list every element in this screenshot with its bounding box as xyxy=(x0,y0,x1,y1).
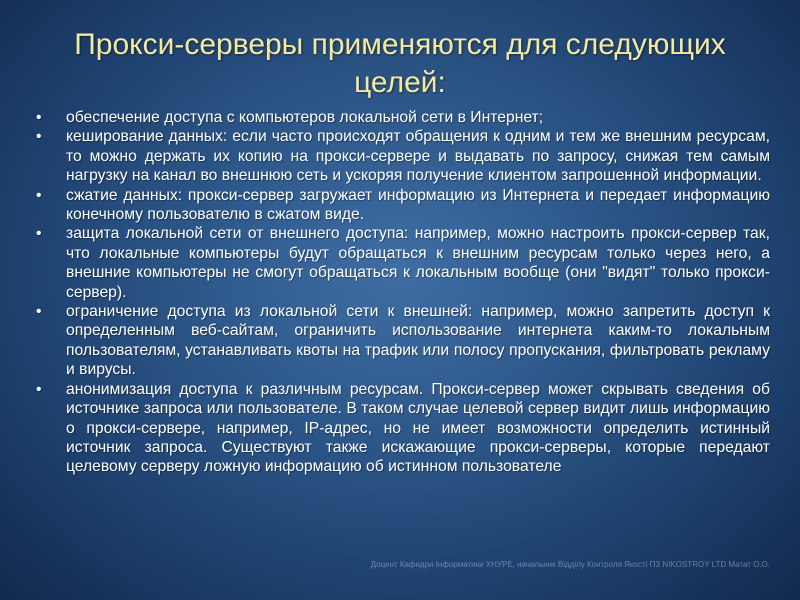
bullet-text: обеспечение доступа с компьютеров локальной сети в Интернет; xyxy=(66,109,544,126)
bullet-item xyxy=(30,127,770,185)
bullet-marker: • xyxy=(36,128,42,146)
bullet-item xyxy=(30,224,770,302)
author-footer: Доцент Кафедри Інформатики ХНУРЕ, начальник Відділу Контроля Якості ПЗ NIKOSTROY LTD Матат О.О. xyxy=(370,560,770,569)
bullet-item xyxy=(30,186,770,225)
slide-title: Прокси-серверы применяются для следующих целей: xyxy=(74,28,726,100)
bullet-marker: • xyxy=(36,186,42,204)
bullet-marker: • xyxy=(36,303,42,321)
bullet-text: сжатие данных: прокси-сервер загружает информацию из Интернета и передает информацию конечному пользователю в сжатом виде. xyxy=(66,186,770,224)
bullet-text: защита локальной сети от внешнего доступа: например, можно настроить прокси-сервер так, что локальные компьютеры будут обращаться к внешним ресурсам только через него, а внешние компьютеры не смогут обращаться к локальным вообще (они "видят" только прокси-сервер). xyxy=(66,225,770,301)
bullet-marker: • xyxy=(36,109,42,126)
bullet-item xyxy=(30,380,770,477)
bullet-text: ограничение доступа из локальной сети к внешней: например, можно запретить доступ к определенным веб-сайтам, ограничить использование интернета каким-то локальным пользователям, устанавливать квоты на трафик или полосу пропускания, фильтровать рекламу и вирусы. xyxy=(66,303,770,379)
bullet-item xyxy=(30,302,770,380)
bullet-text: анонимизация доступа к различным ресурсам. Прокси-сервер может скрывать сведения об источнике запроса или пользователе. В таком случае целевой сервер видит лишь информацию о прокси-сервере, например, IP-адрес, но не имеет возможности определить истинный источник запроса. Существуют также искажающие прокси-серверы, которые передают целевому серверу ложную информацию об истинном пользователе xyxy=(66,380,770,476)
bullet-marker: • xyxy=(36,380,42,398)
bullet-item xyxy=(30,108,770,127)
bullet-list xyxy=(30,108,770,477)
bullet-marker: • xyxy=(36,225,42,243)
bullet-text: кеширование данных: если часто происходят обращения к одним и тем же внешним ресурсам, то можно держать их копию на прокси-сервере и выдавать по запросу, снижая тем самым нагрузку на канал во внешнюю сеть и ускоряя получение клиентом запрошенной информации. xyxy=(66,128,770,185)
